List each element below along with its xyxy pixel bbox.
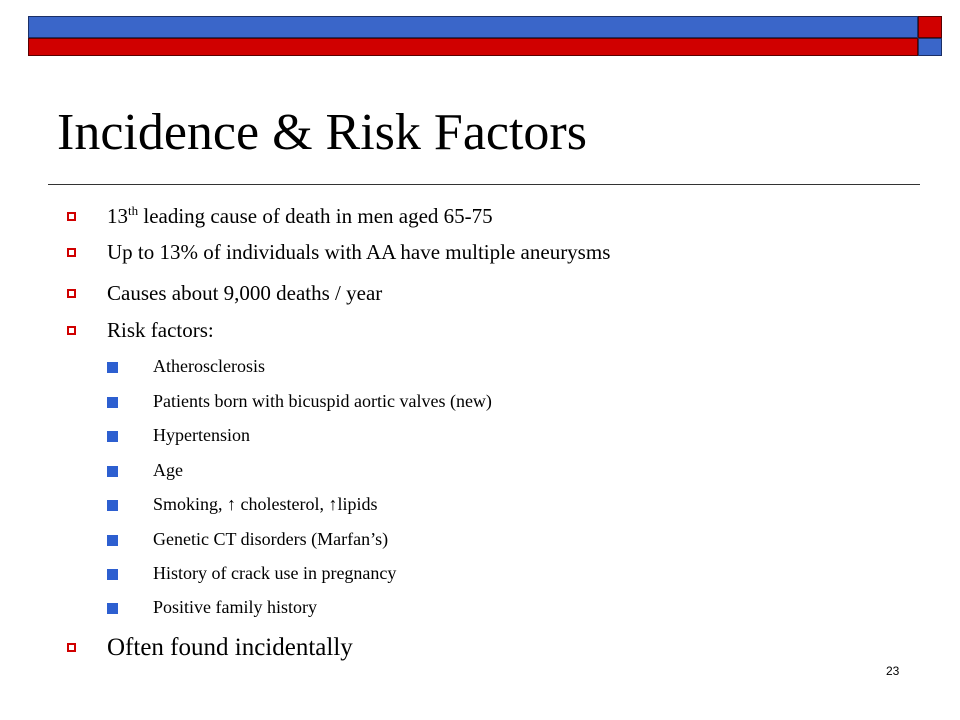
filled-square-bullet-icon	[107, 569, 118, 580]
bullet-text: Up to 13% of individuals with AA have multiple aneurysms	[107, 240, 611, 264]
filled-square-bullet-icon	[107, 431, 118, 442]
bullet-text: 13th leading cause of death in men aged 65-75	[107, 203, 493, 228]
bullet-text: Risk factors:	[107, 318, 214, 342]
hollow-square-bullet-icon	[67, 289, 76, 298]
filled-square-bullet-icon	[107, 466, 118, 477]
hollow-square-bullet-icon	[67, 326, 76, 335]
bullet-text: Often found incidentally	[107, 634, 353, 661]
page-number: 23	[886, 664, 900, 678]
header-red-square	[918, 16, 942, 38]
hollow-square-bullet-icon	[67, 248, 76, 257]
filled-square-bullet-icon	[107, 500, 118, 511]
filled-square-bullet-icon	[107, 362, 118, 373]
slide-title: Incidence & Risk Factors	[57, 104, 587, 161]
filled-square-bullet-icon	[107, 603, 118, 614]
header-blue-square	[918, 38, 942, 56]
hollow-square-bullet-icon	[67, 643, 76, 652]
header-blue-bar	[28, 16, 918, 38]
filled-square-bullet-icon	[107, 397, 118, 408]
filled-square-bullet-icon	[107, 535, 118, 546]
header-red-bar	[28, 38, 918, 56]
title-divider	[48, 184, 920, 185]
bullet-text: Causes about 9,000 deaths / year	[107, 281, 383, 305]
hollow-square-bullet-icon	[67, 212, 76, 221]
